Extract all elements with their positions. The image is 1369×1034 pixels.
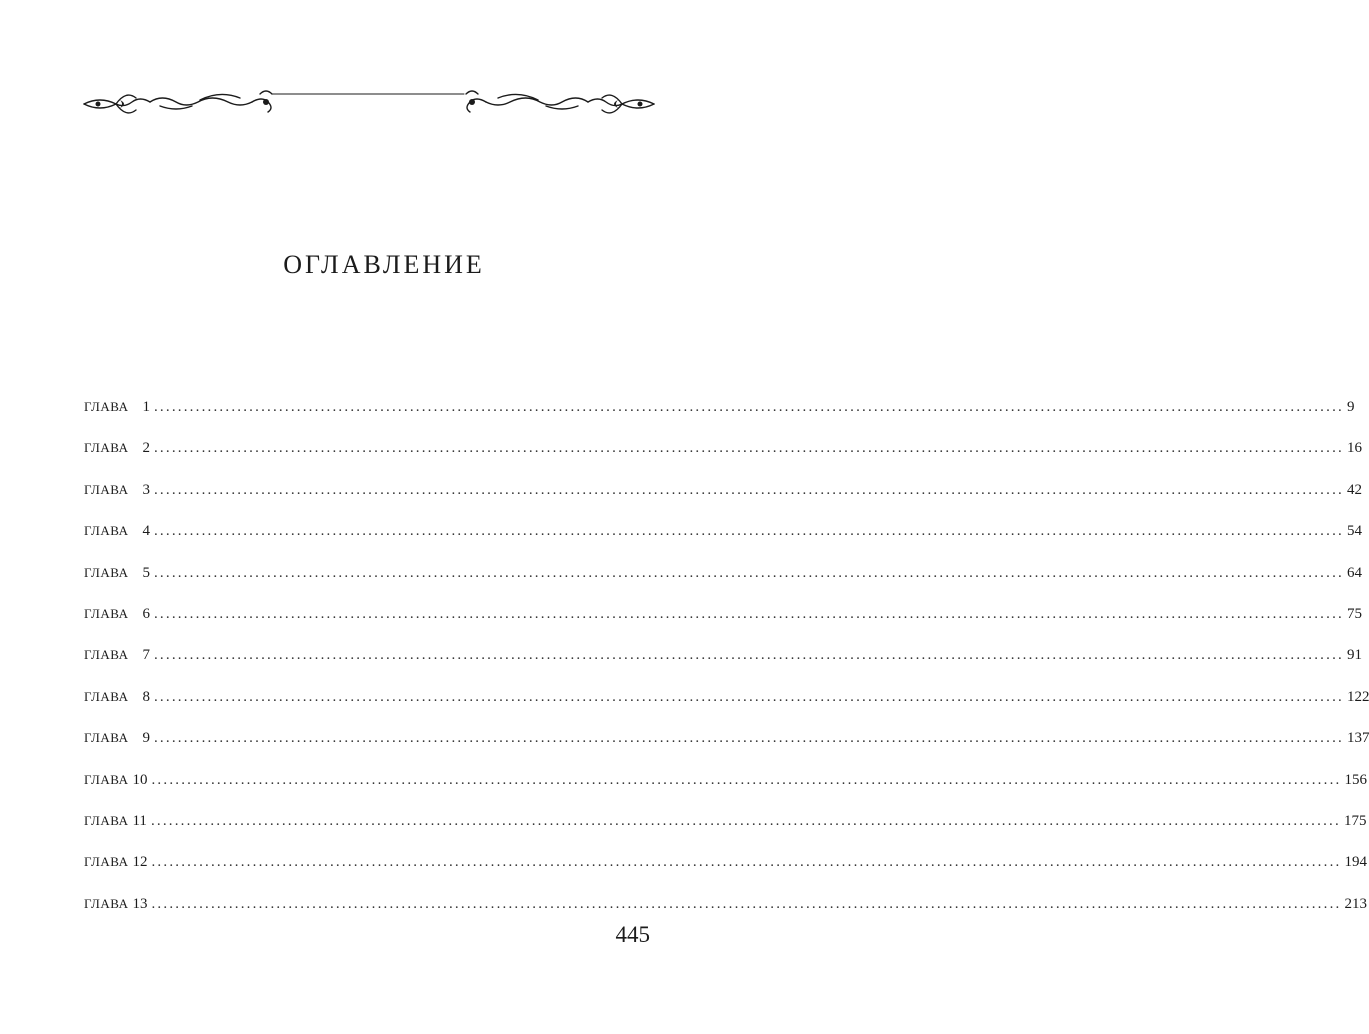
dot-leader: ........................................................................................................................................................................................................ — [153, 564, 1344, 581]
art-nouveau-header-ornament-icon — [80, 80, 658, 124]
toc-entry — [84, 521, 1362, 562]
chapter-label: ГЛАВА — [84, 399, 129, 414]
dot-leader: ........................................................................................................................................................................................................ — [153, 481, 1344, 498]
chapter-number: 6 — [142, 605, 150, 622]
chapter-page-number: 213 — [1344, 895, 1367, 912]
dot-leader: ........................................................................................................................................................................................................ — [151, 854, 1342, 871]
chapter-page-number: 16 — [1346, 440, 1362, 457]
toc-entry — [84, 770, 1367, 811]
toc-entry — [84, 894, 1367, 935]
chapter-page-number: 9 — [1346, 399, 1355, 415]
chapter-page-number: 156 — [1344, 771, 1367, 788]
chapter-number: 5 — [142, 564, 150, 581]
chapter-number: 4 — [142, 523, 150, 540]
chapter-page-number: 64 — [1346, 564, 1362, 581]
toc-entry — [84, 645, 1362, 686]
toc-entry — [84, 811, 1367, 852]
dot-leader: ........................................................................................................................................................................................................ — [153, 605, 1344, 622]
page-title: ОГЛАВЛЕНИЕ — [283, 250, 485, 279]
chapter-number: 7 — [142, 647, 150, 664]
chapter-number: 10 — [132, 771, 148, 788]
chapter-page-number: 75 — [1346, 605, 1362, 622]
chapter-label: ГЛАВА — [84, 481, 129, 497]
chapter-label: ГЛАВА — [84, 440, 129, 456]
dot-leader: ........................................................................................................................................................................................................ — [153, 440, 1344, 457]
chapter-page-number: 194 — [1344, 854, 1367, 871]
chapter-label: ГЛАВА — [84, 895, 129, 911]
chapter-label: ГЛАВА — [84, 854, 129, 870]
chapter-number: 11 — [132, 812, 147, 829]
chapter-page-number: 137 — [1346, 730, 1369, 747]
chapter-number: 8 — [142, 688, 150, 705]
chapter-number: 1 — [142, 399, 150, 415]
chapter-label: ГЛАВА — [84, 812, 129, 828]
chapter-number: 9 — [142, 730, 150, 747]
toc-entry — [84, 397, 1355, 438]
chapter-page-number: 122 — [1346, 688, 1369, 705]
chapter-page-number: 54 — [1346, 523, 1362, 540]
toc-entry — [84, 852, 1367, 893]
chapter-number: 13 — [132, 895, 148, 912]
dot-leader: ........................................................................................................................................................................................................ — [153, 399, 1344, 415]
chapter-label: ГЛАВА — [84, 605, 129, 621]
toc-entry — [84, 687, 1369, 728]
chapter-number: 12 — [132, 854, 148, 871]
dot-leader: ........................................................................................................................................................................................................ — [151, 771, 1342, 788]
chapter-number: 3 — [142, 481, 150, 498]
toc-entry — [84, 563, 1362, 604]
toc-entry — [84, 604, 1362, 645]
dot-leader: ........................................................................................................................................................................................................ — [150, 812, 1341, 829]
chapter-label: ГЛАВА — [84, 564, 129, 580]
chapter-label: ГЛАВА — [84, 730, 129, 746]
page-number: 445 — [615, 922, 650, 947]
chapter-number: 2 — [142, 440, 150, 457]
toc-entry — [84, 480, 1362, 521]
dot-leader: ........................................................................................................................................................................................................ — [153, 688, 1344, 705]
chapter-label: ГЛАВА — [84, 688, 129, 704]
chapter-label: ГЛАВА — [84, 647, 129, 663]
chapter-page-number: 175 — [1343, 812, 1367, 829]
chapter-page-number: 42 — [1346, 481, 1362, 498]
chapter-label: ГЛАВА — [84, 523, 129, 539]
chapter-label: ГЛАВА — [84, 771, 129, 787]
table-of-contents — [84, 397, 1369, 935]
toc-entry — [84, 438, 1362, 479]
toc-entry — [84, 728, 1369, 769]
dot-leader: ........................................................................................................................................................................................................ — [153, 647, 1344, 664]
dot-leader: ........................................................................................................................................................................................................ — [151, 895, 1342, 912]
chapter-page-number: 91 — [1346, 647, 1362, 664]
dot-leader: ........................................................................................................................................................................................................ — [153, 730, 1344, 747]
dot-leader: ........................................................................................................................................................................................................ — [153, 523, 1344, 540]
